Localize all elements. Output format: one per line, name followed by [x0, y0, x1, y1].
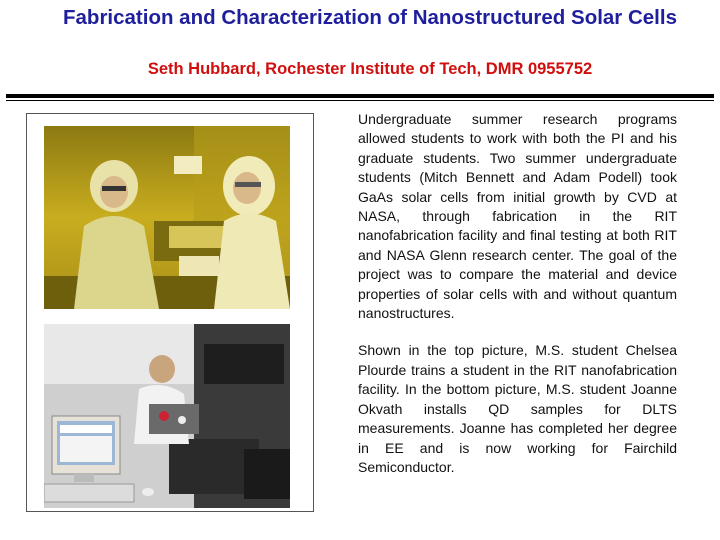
slide-title: Fabrication and Characterization of Nanostructured Solar Cells: [63, 6, 677, 29]
paragraph-photos: Shown in the top picture, M.S. student Chelsea Plourde trains a student in the RIT nanofabrication facility. In the bottom picture, M.S. student Joanne Okvath installs QD samples for DLTS measurements. Joanne has completed her degree in EE and is now working for Fairchild Semiconductor.: [358, 342, 677, 475]
paragraph-students: Undergraduate summer research programs allowed students to work with both the PI and his graduate students. Two summer undergraduate students (Mitch Bennett and Adam Podell) took GaAs solar cells from initial growth by CVD at NASA, through fabrication in the RIT nanofabrication facility and final testing at both RIT and NASA Glenn research center. The goal of the project was to compare the material and device properties of solar cells with and without quantum nanostructures.: [358, 111, 677, 322]
cleanroom-photo: [44, 126, 290, 309]
title-divider-thin: [6, 100, 714, 101]
title-divider-thick: [6, 94, 714, 98]
lab-photo: [44, 324, 290, 508]
body-text: [358, 110, 677, 495]
slide-subtitle: Seth Hubbard, Rochester Institute of Tech, DMR 0955752: [147, 60, 593, 78]
